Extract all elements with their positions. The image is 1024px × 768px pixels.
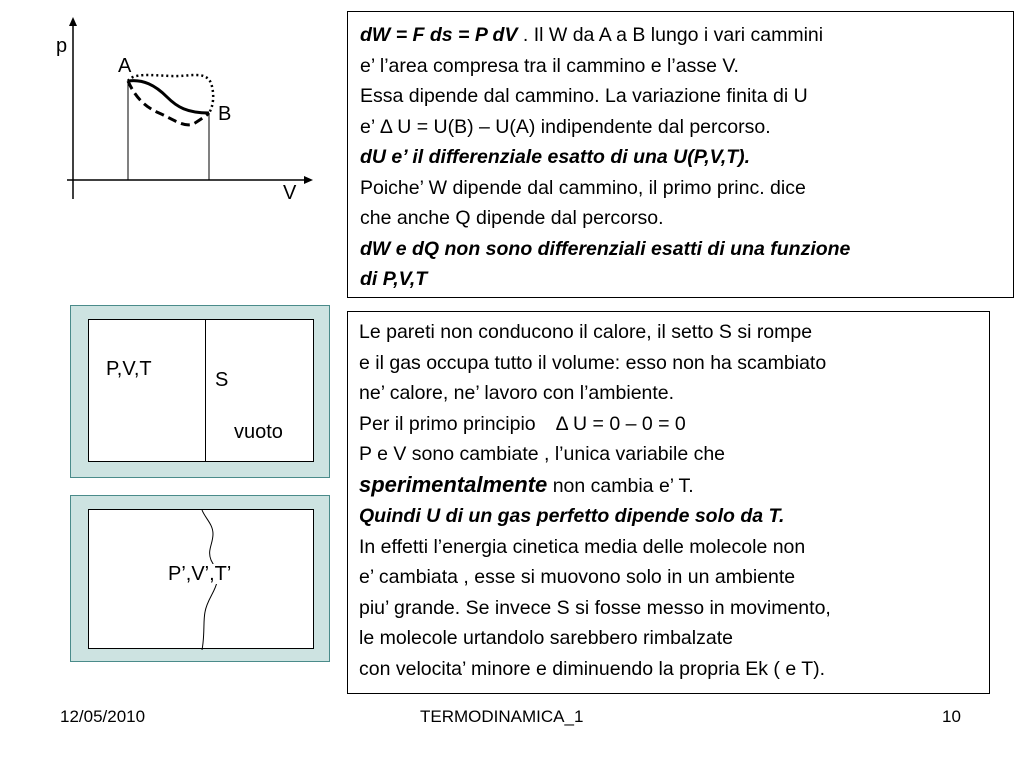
line-3: Essa dipende dal cammino. La variazione finita di U — [360, 85, 808, 107]
line-2: e’ l’area compresa tra il cammino e l’asse V. — [360, 54, 739, 77]
v-axis-label: V — [283, 182, 297, 204]
line-9: di P,V,T — [360, 268, 428, 290]
line-5: dU e’ il differenziale esatto di una U(P,V,T). — [360, 146, 751, 168]
container-before — [70, 305, 330, 478]
point-a-label: A — [118, 55, 132, 77]
footer-date: 12/05/2010 — [60, 707, 146, 726]
line-10: piu’ grande. Se invece S si fosse messo in movimento, — [359, 596, 831, 619]
vacuum-label: vuoto — [234, 421, 283, 443]
container-after-inner — [88, 509, 314, 649]
footer-page-number: 10 — [942, 707, 961, 726]
line-9: e’ cambiata , esse si muovono solo in un ambiente — [359, 566, 796, 588]
line-4: e’ Δ U = U(B) – U(A) indipendente dal percorso. — [360, 115, 771, 138]
work-explanation-box — [347, 11, 1014, 298]
line-4 — [359, 409, 989, 440]
line-7: che anche Q dipende dal percorso. — [360, 207, 664, 229]
experimentally-word: sperimentalmente — [359, 471, 548, 497]
free-expansion-box — [347, 311, 990, 694]
solid-path — [128, 81, 209, 113]
p-axis-arrow — [69, 17, 77, 26]
line-2: e il gas occupa tutto il volume: esso non ha scambiato — [359, 351, 827, 374]
line-3: ne’ calore, ne’ lavoro con l’ambiente. — [359, 382, 675, 404]
footer-title: TERMODINAMICA_1 — [420, 707, 584, 726]
line-8: In effetti l’energia cinetica media delle molecole non — [359, 535, 806, 558]
p-axis-label: p — [56, 35, 68, 57]
line-7: Quindi U di un gas perfetto dipende solo da T. — [359, 505, 785, 527]
line-1: Le pareti non conducono il calore, il setto S si rompe — [359, 321, 813, 343]
gas-state-label: P,V,T — [106, 358, 152, 380]
line-12: con velocita’ minore e diminuendo la propria Ek ( e T). — [359, 657, 826, 680]
pv-diagram-svg — [55, 15, 315, 215]
dashed-path — [128, 81, 209, 125]
septum-wall — [205, 319, 206, 462]
v-axis-arrow — [304, 176, 313, 184]
pv-diagram — [55, 15, 315, 215]
point-b-label: B — [218, 103, 232, 125]
work-formula: dW = F ds = P dV — [360, 24, 518, 46]
container-after — [70, 495, 330, 662]
line-6: Poiche’ W dipende dal cammino, il primo princ. dice — [360, 176, 806, 199]
septum-label: S — [215, 369, 229, 391]
line-1 — [360, 20, 1013, 51]
delta-u-formula: Δ U = 0 – 0 = 0 — [555, 412, 686, 435]
container-before-inner — [88, 319, 314, 462]
line-5: P e V sono cambiate , l’unica variabile che — [359, 443, 726, 465]
first-principle-label: Per il primo principio — [359, 412, 536, 435]
gas-final-state-label: P’,V’,T’ — [168, 563, 232, 585]
line-6-rest: non cambia e’ T. — [547, 474, 694, 497]
line-8: dW e dQ non sono differenziali esatti di una funzione — [360, 237, 851, 260]
line-11: le molecole urtandolo sarebbero rimbalzate — [359, 627, 733, 649]
line-6 — [359, 470, 989, 502]
line-1-rest: . Il W da A a B lungo i vari cammini — [517, 24, 824, 46]
